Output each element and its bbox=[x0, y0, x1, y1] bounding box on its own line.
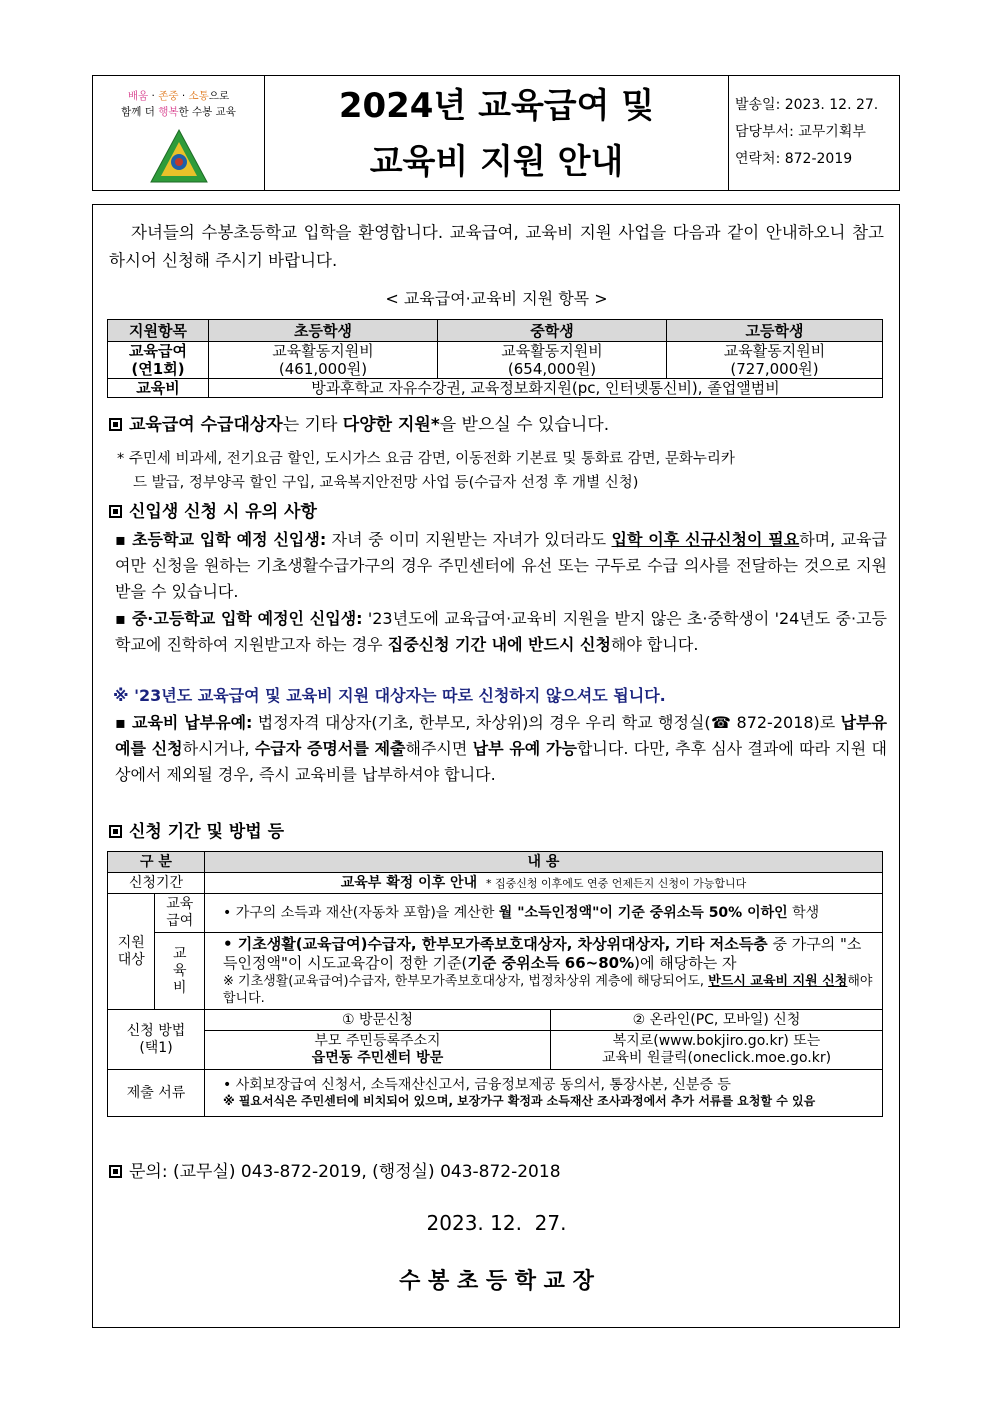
school-principal-signature: 수 봉 초 등 학 교 장 bbox=[399, 1269, 594, 1294]
inquiry-line: 문의: (교무실) 043-872-2019, (행정실) 043-872-2018 bbox=[109, 1160, 884, 1185]
support-items-table bbox=[107, 319, 883, 398]
table-header-row: 구 분 내 용 bbox=[108, 852, 883, 873]
contact-number: 연락처: 872-2019 bbox=[735, 151, 853, 167]
document-header bbox=[92, 75, 900, 191]
school-logo-cell bbox=[93, 76, 265, 190]
table-row: 지원 대상 교육 급여 • 가구의 소득과 재산(자동차 포함)을 계산한 월 "소득인정액"이 기준 중위소득 50% 이하인 학생 bbox=[108, 894, 883, 933]
slogan-line-2: 함께 더 행복한 수봉 교육 bbox=[121, 106, 236, 118]
square-bullet-icon bbox=[109, 1165, 122, 1178]
table-row: 교육비 방과후학교 자유수강권, 교육정보화지원(pc, 인터넷통신비), 졸업앨범비 bbox=[108, 379, 883, 398]
document-title: 2024년 교육급여 및 교육비 지원 안내 bbox=[265, 76, 729, 190]
section-1-note: * 주민세 비과세, 전기요금 할인, 도시가스 요금 감면, 이동전화 기본료 및 통화료 감면, 문화누리카 드 발급, 정부양곡 할인 구입, 교육복지안전망 사업 등(수급자 선정 후 개별 신청) bbox=[117, 451, 735, 491]
school-emblem-icon bbox=[149, 128, 209, 184]
issue-date: 2023. 12. 27. bbox=[426, 1211, 567, 1235]
slogan-line-1: 배움 · 존중 · 소통으로 bbox=[127, 90, 230, 102]
section-2-notice: ※ '23년도 교육급여 및 교육비 지원 대상자는 따로 신청하지 않으셔도 됩니다. bbox=[113, 686, 666, 705]
section-2-item-2: ▪ 중·고등학교 입학 예정인 신입생: '23년도에 교육급여·교육비 지원을 받지 않은 초·중학생이 '24년도 중·고등학교에 진학하여 지원받고자 하는 경우 집중신청 기간 내에 반드시 신청해야 합니다. bbox=[115, 609, 887, 654]
square-bullet-icon bbox=[109, 825, 122, 838]
application-table bbox=[107, 851, 883, 1117]
support-table-title: < 교육급여·교육비 지원 항목 > bbox=[385, 289, 608, 308]
square-bullet-icon bbox=[109, 505, 122, 518]
document-meta bbox=[729, 76, 899, 190]
intro-paragraph: 자녀들의 수봉초등학교 입학을 환영합니다. 교육급여, 교육비 지원 사업을 다음과 같이 안내하오니 참고하시어 신청해 주시기 바랍니다. bbox=[109, 223, 884, 270]
table-header-row: 지원항목 초등학생 중학생 고등학생 bbox=[108, 320, 883, 342]
section-2-heading: 신입생 신청 시 유의 사항 bbox=[109, 500, 884, 525]
section-3-heading: 신청 기간 및 방법 등 bbox=[109, 820, 884, 845]
section-1-heading: 교육급여 수급대상자는 기타 다양한 지원*을 받으실 수 있습니다. bbox=[109, 413, 884, 438]
table-row: 교육급여 (연1회) 교육활동지원비 (461,000원) 교육활동지원비 (654,000원) 교육활동지원비 (727,000원) bbox=[108, 342, 883, 379]
section-2-item-3: ▪ 교육비 납부유예: 법정자격 대상자(기초, 한부모, 차상위)의 경우 우리 학교 행정실(☎ 872-2018)로 납부유예를 신청하시거나, 수급자 증명서를 제출해주시면 납부 유예 가능합니다. 다만, 추후 심사 결과에 따라 지원 대상에서 제외될 경우, 즉시 교육비를 납부하셔야 합니다. bbox=[115, 713, 887, 784]
table-row: 교 육 비 • 기초생활(교육급여)수급자, 한부모가족보호대상자, 차상위대상자, 기타 저소득층 중 가구의 "소득인정액"이 시도교육감이 정한 기준(기준 중위소득 66~80%)에 해당하는 자 ※ 기초생활(교육급여)수급자, 한부모가족보호대상자, 법정차상위 계층에 해당되어도, 반드시 교육비 지원 신청해야 합니다. bbox=[108, 933, 883, 1010]
department: 담당부서: 교무기획부 bbox=[735, 124, 866, 140]
section-2-item-1: ▪ 초등학교 입학 예정 신입생: 자녀 중 이미 지원받는 자녀가 있더라도 입학 이후 신규신청이 필요하며, 교육급여만 신청을 원하는 기초생활수급가구의 경우 주민센터에 유선 또는 구두로 수급 의사를 전달하는 것으로 지원받을 수 있습니다. bbox=[115, 530, 888, 601]
document-body bbox=[92, 204, 900, 1328]
table-row: 신청기간 교육부 확정 이후 안내 * 집중신청 이후에도 연중 언제든지 신청이 가능합니다 bbox=[108, 873, 883, 894]
table-row: 신청 방법 (택1) ① 방문신청 ② 온라인(PC, 모바일) 신청 bbox=[108, 1010, 883, 1031]
square-bullet-icon bbox=[109, 418, 122, 431]
table-row: 제출 서류 • 사회보장급여 신청서, 소득재산신고서, 금융정보제공 동의서, 통장사본, 신분증 등 ※ 필요서식은 주민센터에 비치되어 있으며, 보장가구 확정과 소득재산 조사과정에서 추가 서류를 요청할 수 있음 bbox=[108, 1070, 883, 1117]
send-date: 발송일: 2023. 12. 27. bbox=[735, 97, 879, 113]
table-row: 부모 주민등록주소지 읍면동 주민센터 방문 복지로(www.bokjiro.go.kr) 또는 교육비 원클릭(oneclick.moe.go.kr) bbox=[108, 1031, 883, 1070]
